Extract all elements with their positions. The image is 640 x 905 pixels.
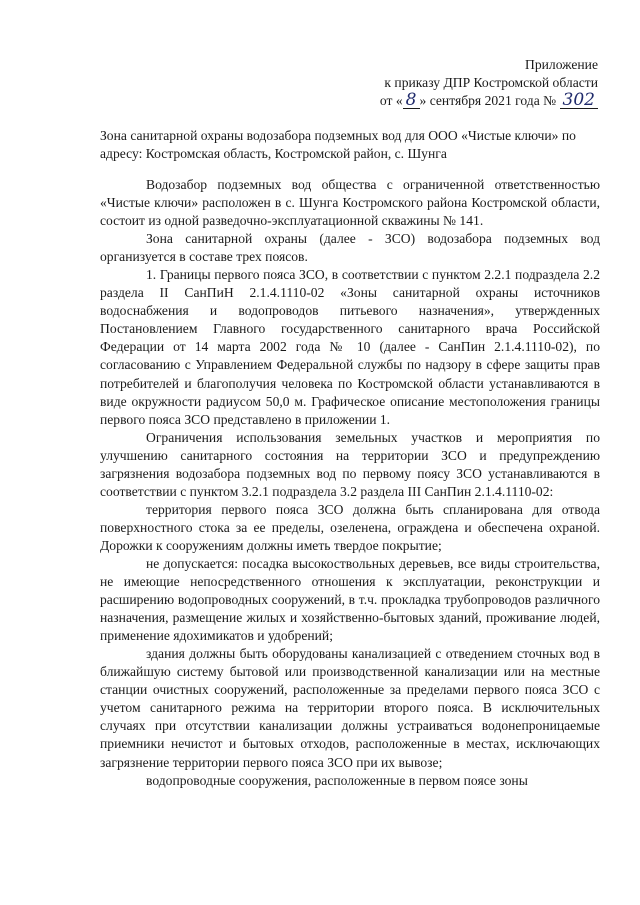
paragraph-water-intake: Водозабор подземных вод общества с ограниченной ответственностью «Чистые ключи» расположен в с. Шунга Костромского района Костромской области, состоит из одной разведочно-эксплуатационной скважины № 141. bbox=[100, 177, 600, 229]
list-item-buildings: здания должны быть оборудованы канализацией с отведением сточных вод в ближайшую систему бытовой или производственной канализации или на местные станции очистных сооружений, расположенные за пределами первого пояса ЗСО с учетом санитарного режима на территории второго пояса. В исключительных случаях при отсутствии канализации должны устраиваться водонепроницаемые приемники нечистот и бытовых отходов, расположенные в местах, исключающих загрязнение территории первого пояса ЗСО при их вывозе; bbox=[100, 646, 600, 770]
list-item-water-structures: водопроводные сооружения, расположенные в первом поясе зоны bbox=[146, 772, 528, 788]
handwritten-order-number: 302 bbox=[560, 92, 598, 109]
order-date-line bbox=[0, 92, 598, 110]
appendix-header bbox=[0, 56, 598, 110]
appendix-label: Приложение bbox=[525, 57, 598, 72]
document-title: Зона санитарной охраны водозабора подземных вод для ООО «Чистые ключи» по адресу: Костромская область, Костромской район, с. Шунга bbox=[100, 128, 576, 161]
paragraph-first-belt-borders: 1. Границы первого пояса ЗСО, в соответствии с пунктом 2.2.1 подраздела 2.2 раздела II СанПиН 2.1.4.1110-02 «Зоны санитарной охраны источников водоснабжения и водопроводов питьевого назначения», утвержденных Постановлением Главного государственного санитарного врача Российской Федерации от 14 марта 2002 года № 10 (далее - СанПин 2.1.4.1110-02), по согласованию с Управлением Федеральной службы по надзору в сфере защиты прав потребителей и благополучия человека по Костромской области устанавливаются в виде окружности радиусом 50,0 м. Графическое описание местоположения границы первого пояса ЗСО представлено в приложении 1. bbox=[100, 267, 600, 427]
list-item-territory: территория первого пояса ЗСО должна быть спланирована для отвода поверхностного стока за ее пределы, озеленена, ограждена и обеспечена охраной. Дорожки к сооружениям должны иметь твердое покрытие; bbox=[100, 501, 600, 553]
paragraph-zone-structure: Зона санитарной охраны (далее - ЗСО) водозабора подземных вод организуется в составе трех поясов. bbox=[100, 231, 600, 265]
date-prefix: от « bbox=[379, 93, 403, 108]
list-item-prohibited: не допускается: посадка высокоствольных деревьев, все виды строительства, не имеющие непосредственного отношения к эксплуатации, реконструкции и расширению водопроводных сооружений, в т.ч. прокладка трубопроводов различного назначения, размещение жилых и хозяйственно-бытовых зданий, проживание людей, применение ядохимикатов и удобрений; bbox=[100, 555, 600, 644]
handwritten-day: 8 bbox=[403, 92, 420, 109]
document-body bbox=[100, 176, 600, 790]
order-reference: к приказу ДПР Костромской области bbox=[384, 75, 598, 90]
paragraph-restrictions: Ограничения использования земельных участков и мероприятия по улучшению санитарного состояния на территории ЗСО и предупреждению загрязнения водозабора подземных вод по первому поясу ЗСО устанавливаются в соответствии с пунктом 3.2.1 подраздела 3.2 раздела III СанПин 2.1.4.1110-02: bbox=[100, 429, 600, 499]
date-middle: » сентября 2021 года № bbox=[419, 93, 557, 108]
